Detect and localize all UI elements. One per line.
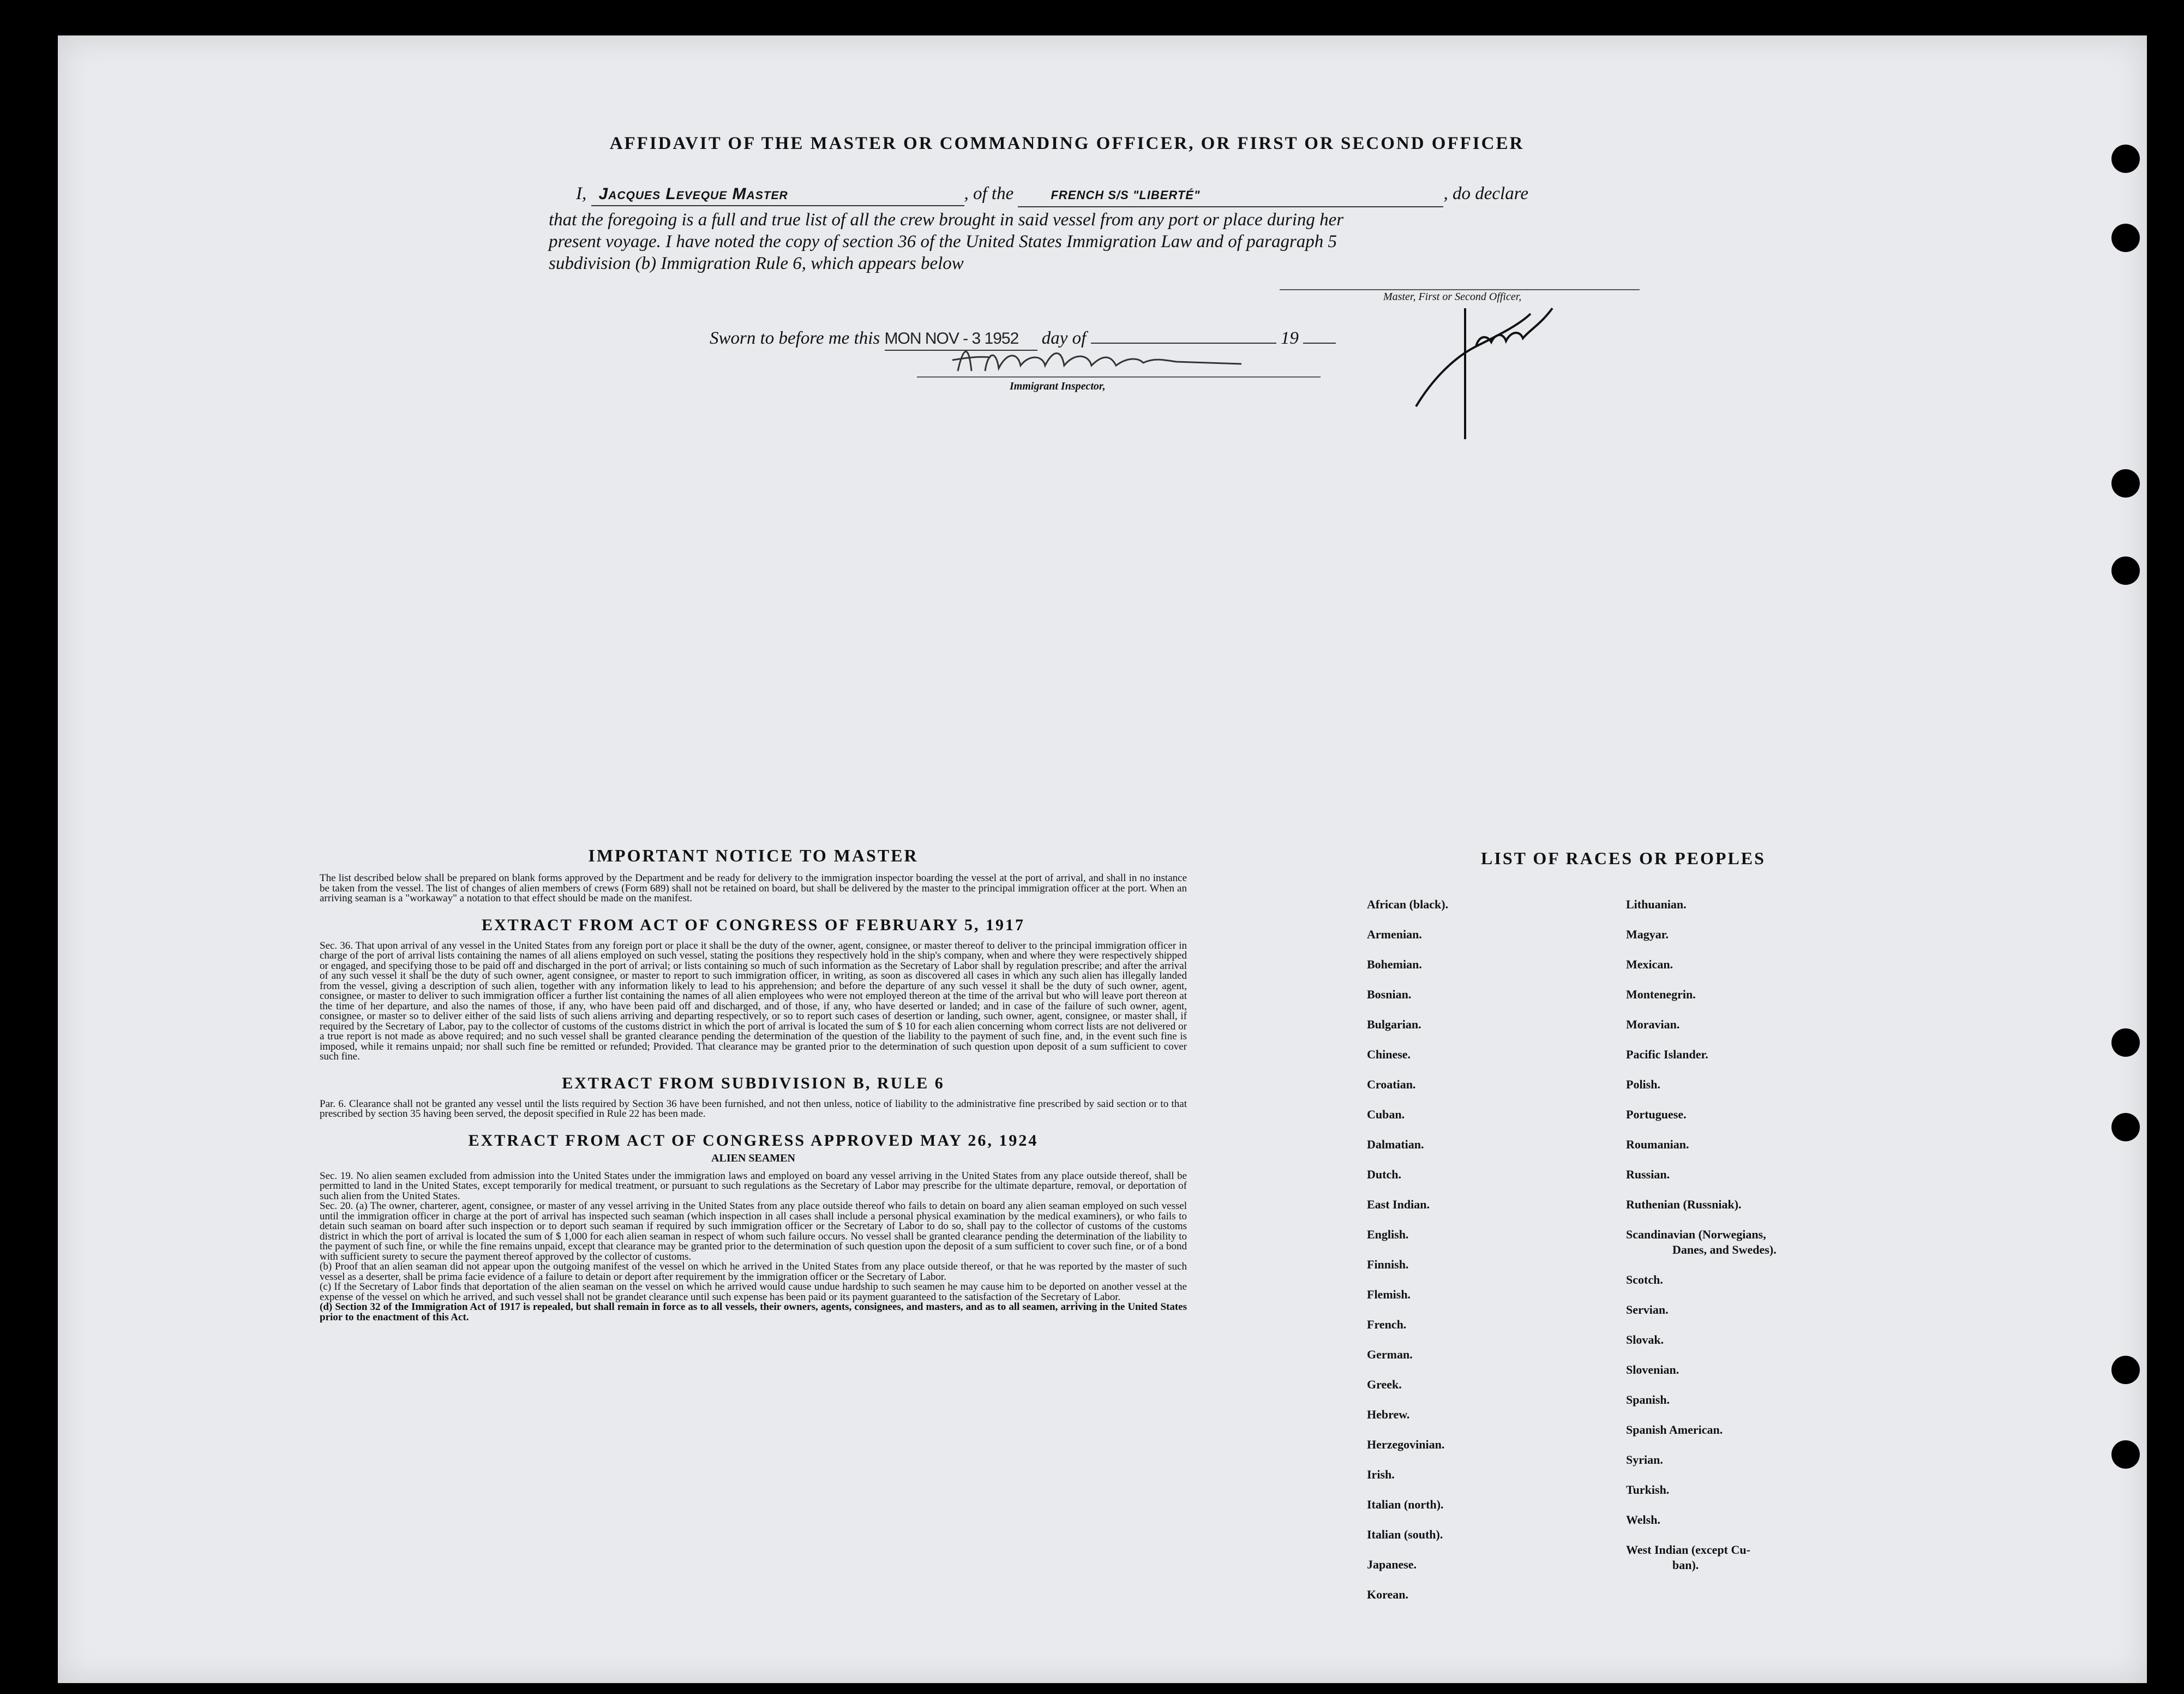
race-item: French.: [1367, 1318, 1407, 1331]
punch-hole: [2111, 145, 2140, 173]
of-label: , of the: [964, 184, 1014, 203]
inspector-line: [917, 376, 1321, 378]
i-label: I,: [576, 184, 587, 203]
extract3-p3: (b) Proof that an alien seaman did not appear upon the outgoing manifest of the vessel on which he arrived in the United States from any place outside thereof, or that he was reported by the master of such vessel as a deserter, shall be prima facie evidence of a failure to detain or deport after requirement by the immigration officer or the Secretary of Labor.: [320, 1261, 1187, 1283]
race-item: Spanish American.: [1626, 1423, 1723, 1436]
race-item: Welsh.: [1626, 1513, 1660, 1527]
inspector-caption: Immigrant Inspector,: [1010, 380, 1106, 392]
race-item: Bulgarian.: [1367, 1017, 1421, 1031]
affidavit-line-2: that the foregoing is a full and true list of all the crew brought in said vessel from any port or place during her: [549, 210, 1344, 230]
race-item: Mexican.: [1626, 957, 1673, 971]
extract3-p1: Sec. 19. No alien seamen excluded from admission into the United States under the immigration laws and employed on board any vessel arriving in the United States from any place outside thereof, shall be permitted to land in the United States, except temporarily for medical treatment, or pursuant to such regulations as the Secretary of Labor may prescribe for the ultimate departure, removal, or deportation of such alien from the United States.: [320, 1170, 1187, 1202]
document-page: [58, 35, 2147, 1683]
races-title: LIST OF RACES OR PEOPLES: [1481, 848, 1766, 868]
inspector-signature: [947, 341, 1252, 379]
year-field: [1303, 343, 1336, 344]
race-item: Polish.: [1626, 1078, 1660, 1091]
race-item: Flemish.: [1367, 1288, 1411, 1301]
extract3-p4: (c) If the Secretary of Labor finds that deportation of the alien seaman on the vessel on which he arrived would cause undue hardship to such seamen he may cause him to be deported on another vessel at the expense of the vessel on which he arrived, and such vessel shall not be grandet clearance until such expense has been paid or its payment guaranteed to the satisfaction of the Secretary of Labor.: [320, 1281, 1187, 1303]
race-item: Scandinavian (Norwegians,: [1626, 1228, 1766, 1241]
notice-title: IMPORTANT NOTICE TO MASTER: [588, 846, 919, 865]
race-item: Irish.: [1367, 1468, 1395, 1481]
extract1-body: Sec. 36. That upon arrival of any vessel in the United States from any foreign port or place it shall be the duty of the owner, agent, consignee, or master thereof to deliver to the principal immigration officer in charge of the port of arrival lists containing the names of all aliens employed on such vessel, stating the positions they respectively hold in the ship's company, when and where they were respectively shipped or engaged, and specifying those to be paid off and discharged in the port of arrival; or lists containing so much of such information as the Secretary of Labor shall by regulation prescribe; and after the arrival of any such vessel it shall be the duty of such owner, agent consignee, or master to report to such immigration officer, in writing, as soon as discovered all cases in which any such alien has illegally landed from the vessel, giving a description of such alien, together with any information likely to lead to his apprehension; and before the departure of any such vessel it shall be the duty of such owner, agent, consignee, or master to deliver to such immigration officer a further list containing the names of all alien employees who were not employed thereon at the time of the arrival but who will leave port thereon at the time of her departure, and also the names of those, if any, who have been paid off and discharged, and of those, if any, who have deserted or landed; and in case of the failure of such owner, agent, consignee, or master so to deliver either of the said lists of such aliens arriving and departing respectively, or so to report such cases of desertion or landing, such owner, agent, consignee, or master shall, if required by the Secretary of Labor, pay to the collector of customs of the customs district in which the port of arrival is located the sum of $ 10 for each alien concerning whom correct lists are not delivered or a true report is not made as above required; and no such vessel shall be granted clearance pending the determination of the question of the liability to the payment of such fine, and, in the event such fine is imposed, while it remains unpaid; nor shall such fine be remitted or refunded; Provided. That clearance may be granted prior to the determination of such question upon deposit of a sum sufficient to cover such fine.: [320, 939, 1187, 1062]
race-item: Servian.: [1626, 1303, 1669, 1316]
sworn-label: Sworn to before me this: [710, 328, 880, 348]
race-item: Chinese.: [1367, 1047, 1411, 1061]
vessel-field: [1018, 183, 1443, 207]
extract3-subtitle: ALIEN SEAMEN: [711, 1152, 795, 1164]
race-item: Slovenian.: [1626, 1363, 1679, 1376]
punch-hole: [2111, 224, 2140, 252]
race-item: Lithuanian.: [1626, 897, 1687, 911]
race-item: Roumanian.: [1626, 1138, 1689, 1151]
extract1-title: EXTRACT FROM ACT OF CONGRESS OF FEBRUARY 5, 1917: [481, 915, 1025, 934]
race-item: ban).: [1672, 1558, 1699, 1572]
vessel-value: FRENCH S/S "LIBERTÉ": [1051, 188, 1201, 202]
race-item: Cuban.: [1367, 1108, 1405, 1121]
race-item: Japanese.: [1367, 1558, 1417, 1571]
master-name-value: Jacques Leveque Master: [598, 185, 788, 203]
race-item: Croatian.: [1367, 1078, 1416, 1091]
master-caption: Master, First or Second Officer,: [1383, 291, 1522, 303]
punch-hole: [2111, 469, 2140, 498]
race-item: Italian (north).: [1367, 1498, 1444, 1511]
extract2-body: Par. 6. Clearance shall not be granted any vessel until the lists required by Section 36 have been furnished, and not then unless, notice of liability to the administrative fine prescribed by said section or to that prescribed by section 35 having been served, the deposit specified in Rule 22 has been made.: [320, 1098, 1187, 1120]
race-item: Portuguese.: [1626, 1108, 1687, 1121]
notice-body: The list described below shall be prepared on blank forms approved by the Department and be ready for delivery to the immigration inspector boarding the vessel at the port of arrival, and shall in no instance be taken from the vessel. The list of changes of alien members of crews (Form 689) shall not be retained on board, but shall be delivered by the master to the principal immigration officer at the port. When an arriving seaman is a "workaway" a notation to that effect should be made on the manifest.: [320, 872, 1187, 904]
race-item: Bohemian.: [1367, 957, 1422, 971]
affidavit-line-4: subdivision (b) Immigration Rule 6, which appears below: [549, 254, 964, 273]
master-signature-line: [1280, 289, 1640, 290]
race-item: West Indian (except Cu-: [1626, 1543, 1750, 1557]
race-item: East Indian.: [1367, 1198, 1430, 1211]
affidavit-title: AFFIDAVIT OF THE MASTER OR COMMANDING OFFICER, OR FIRST OR SECOND OFFICER: [609, 134, 1525, 153]
race-item: Pacific Islander.: [1626, 1047, 1708, 1061]
important-notice: [320, 846, 1187, 1322]
race-item: Montenegrin.: [1626, 987, 1696, 1001]
year-prefix: 19: [1280, 328, 1299, 348]
race-item: Turkish.: [1626, 1483, 1670, 1497]
race-item: Hebrew.: [1367, 1408, 1410, 1421]
punch-hole: [2111, 556, 2140, 585]
race-item: Italian (south).: [1367, 1528, 1443, 1541]
extract2-title: EXTRACT FROM SUBDIVISION B, RULE 6: [562, 1074, 945, 1092]
race-item: Greek.: [1367, 1378, 1402, 1391]
race-item: Russian.: [1626, 1168, 1670, 1181]
race-item: Dutch.: [1367, 1168, 1401, 1181]
extract3-p5: (d) Section 32 of the Immigration Act of 1917 is repealed, but shall remain in force as to all vessels, their owners, agents, consignees, and masters, and as to all seamen, arriving in the United States prior to the enactment of this Act.: [320, 1301, 1187, 1323]
race-item: Dalmatian.: [1367, 1138, 1424, 1151]
race-item: Finnish.: [1367, 1258, 1409, 1271]
race-item: African (black).: [1367, 897, 1449, 911]
date-stamp: MON NOV - 3 1952: [884, 330, 1019, 348]
race-item: English.: [1367, 1228, 1409, 1241]
punch-hole: [2111, 1113, 2140, 1141]
race-item: German.: [1367, 1348, 1413, 1361]
race-item: Moravian.: [1626, 1017, 1680, 1031]
race-item: Armenian.: [1367, 927, 1422, 941]
race-item: Slovak.: [1626, 1333, 1664, 1346]
extract3-p2: Sec. 20. (a) The owner, charterer, agent, consignee, or master of any vessel arriving in the United States from any place outside thereof who fails to detain on board any alien seaman employed on such vessel until the immigration officer in charge at the port of arrival has inspected such seaman (which inspection in all cases shall include a personal physical examination by the medical examiners), or who fails to detain such seaman on board after such inspection or to deport such seaman if required by such immigration officer or the Secretary of Labor to do so, shall pay to the collector of customs of the customs district in which the port of arrival is located the sum of $ 1,000 for each alien seaman in respect of whom such failure occurs. No vessel shall be granted clearance pending the determination of the liability to the payment of such fine, or while the fine remains unpaid, except that clearance may be granted prior to the determination of such question upon the deposit of a sum sufficient to cover such fine, or of a bond with sufficient surety to secure the payment thereof approved by the collector of customs.: [320, 1200, 1187, 1262]
day-of-label: day of: [1041, 328, 1087, 348]
race-item: Syrian.: [1626, 1453, 1663, 1466]
race-item: Scotch.: [1626, 1273, 1663, 1286]
master-name-field: [591, 183, 964, 206]
race-item: Ruthenian (Russniak).: [1626, 1198, 1742, 1211]
punch-hole: [2111, 1028, 2140, 1057]
race-item: Bosnian.: [1367, 987, 1412, 1001]
extract3-title: EXTRACT FROM ACT OF CONGRESS APPROVED MAY 26, 1924: [468, 1131, 1039, 1150]
race-item: Korean.: [1367, 1588, 1408, 1601]
race-item: Herzegovinian.: [1367, 1438, 1445, 1451]
punch-hole: [2111, 1356, 2140, 1384]
race-item: Danes, and Swedes).: [1672, 1243, 1777, 1256]
affidavit-line-3: present voyage. I have noted the copy of section 36 of the United States Immigration Law and of paragraph 5: [549, 232, 1337, 252]
race-item: Magyar.: [1626, 927, 1669, 941]
affidavit-line-1: [576, 183, 1645, 207]
race-item: Spanish.: [1626, 1393, 1670, 1406]
declare-label: , do declare: [1443, 184, 1528, 203]
master-signature: [1394, 292, 1612, 445]
punch-hole: [2111, 1440, 2140, 1469]
